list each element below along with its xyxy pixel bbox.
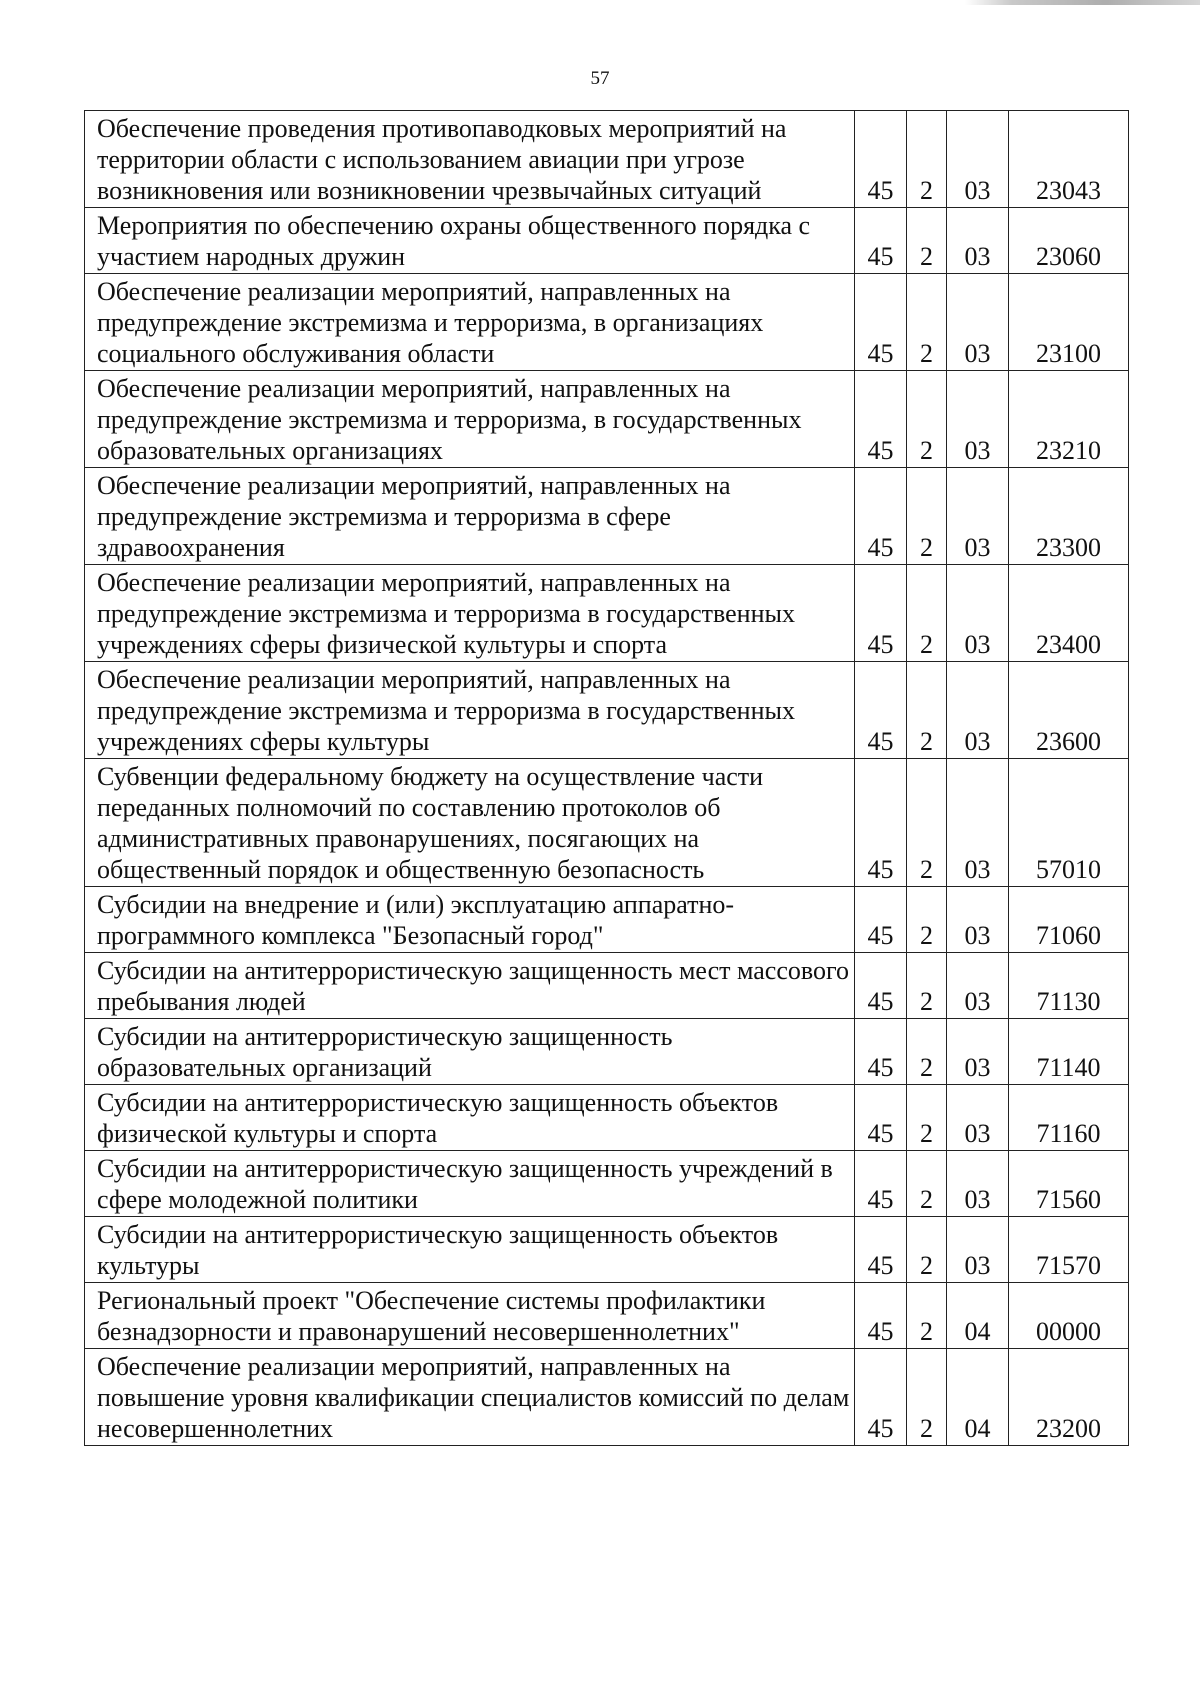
row-name-cell: Обеспечение проведения противопаводковых мероприятий на территории области с использованием авиации при угрозе возникновения или возникновении чрезвычайных ситуаций [85, 111, 855, 208]
code-cell-2: 2 [907, 274, 947, 371]
row-name-cell: Субсидии на антитеррористическую защищенность образовательных организаций [85, 1019, 855, 1085]
code-cell-4: 57010 [1009, 759, 1129, 887]
code-cell-4: 23300 [1009, 468, 1129, 565]
code-cell-2: 2 [907, 1019, 947, 1085]
table-row [85, 662, 1129, 759]
table-row [85, 759, 1129, 887]
code-cell-1: 45 [855, 274, 907, 371]
code-cell-2: 2 [907, 111, 947, 208]
row-name-cell: Обеспечение реализации мероприятий, направленных на предупреждение экстремизма и терроризма в сфере здравоохранения [85, 468, 855, 565]
row-name-cell: Субсидии на антитеррористическую защищенность объектов культуры [85, 1217, 855, 1283]
row-name-cell: Субсидии на антитеррористическую защищенность учреждений в сфере молодежной политики [85, 1151, 855, 1217]
row-name-cell: Мероприятия по обеспечению охраны общественного порядка с участием народных дружин [85, 208, 855, 274]
code-cell-1: 45 [855, 468, 907, 565]
code-cell-1: 45 [855, 1019, 907, 1085]
code-cell-3: 03 [947, 662, 1009, 759]
code-cell-1: 45 [855, 1283, 907, 1349]
code-cell-4: 23400 [1009, 565, 1129, 662]
row-name-cell: Обеспечение реализации мероприятий, направленных на предупреждение экстремизма и терроризма, в организациях социального обслуживания области [85, 274, 855, 371]
code-cell-3: 03 [947, 274, 1009, 371]
row-name-cell: Обеспечение реализации мероприятий, направленных на повышение уровня квалификации специалистов комиссий по делам несовершеннолетних [85, 1349, 855, 1446]
code-cell-3: 03 [947, 1085, 1009, 1151]
code-cell-3: 03 [947, 371, 1009, 468]
table-row [85, 371, 1129, 468]
code-cell-2: 2 [907, 1151, 947, 1217]
code-cell-2: 2 [907, 662, 947, 759]
row-name-cell: Субсидии на антитеррористическую защищенность объектов физической культуры и спорта [85, 1085, 855, 1151]
table-row [85, 1283, 1129, 1349]
code-cell-2: 2 [907, 1349, 947, 1446]
row-name-cell: Обеспечение реализации мероприятий, направленных на предупреждение экстремизма и терроризма, в государственных образовательных организациях [85, 371, 855, 468]
code-cell-2: 2 [907, 371, 947, 468]
code-cell-2: 2 [907, 565, 947, 662]
code-cell-1: 45 [855, 887, 907, 953]
scan-edge-mark [965, 0, 1200, 5]
table-row [85, 208, 1129, 274]
code-cell-3: 03 [947, 208, 1009, 274]
code-cell-4: 71570 [1009, 1217, 1129, 1283]
code-cell-1: 45 [855, 1349, 907, 1446]
row-name-cell: Субвенции федеральному бюджету на осуществление части переданных полномочий по составлению протоколов об административных правонарушениях, посягающих на общественный порядок и общественную безопасность [85, 759, 855, 887]
code-cell-1: 45 [855, 208, 907, 274]
code-cell-3: 03 [947, 1217, 1009, 1283]
code-cell-1: 45 [855, 111, 907, 208]
code-cell-2: 2 [907, 887, 947, 953]
table-row [85, 887, 1129, 953]
code-cell-4: 71560 [1009, 1151, 1129, 1217]
table-row [85, 1349, 1129, 1446]
code-cell-2: 2 [907, 1217, 947, 1283]
code-cell-3: 03 [947, 953, 1009, 1019]
code-cell-4: 23060 [1009, 208, 1129, 274]
table-row [85, 274, 1129, 371]
row-name-cell: Региональный проект "Обеспечение системы профилактики безнадзорности и правонарушений несовершеннолетних" [85, 1283, 855, 1349]
code-cell-2: 2 [907, 1085, 947, 1151]
budget-table [84, 110, 1129, 1446]
code-cell-4: 71060 [1009, 887, 1129, 953]
code-cell-3: 04 [947, 1349, 1009, 1446]
table-row [85, 468, 1129, 565]
code-cell-4: 71140 [1009, 1019, 1129, 1085]
table-row [85, 111, 1129, 208]
page-number: 57 [590, 68, 610, 89]
code-cell-3: 03 [947, 1019, 1009, 1085]
code-cell-3: 03 [947, 759, 1009, 887]
table-row [85, 1151, 1129, 1217]
table-row [85, 1019, 1129, 1085]
code-cell-1: 45 [855, 1151, 907, 1217]
code-cell-1: 45 [855, 1085, 907, 1151]
code-cell-1: 45 [855, 565, 907, 662]
code-cell-2: 2 [907, 208, 947, 274]
code-cell-1: 45 [855, 953, 907, 1019]
code-cell-4: 71130 [1009, 953, 1129, 1019]
code-cell-2: 2 [907, 468, 947, 565]
row-name-cell: Обеспечение реализации мероприятий, направленных на предупреждение экстремизма и терроризма в государственных учреждениях сферы культуры [85, 662, 855, 759]
code-cell-3: 03 [947, 1151, 1009, 1217]
code-cell-1: 45 [855, 1217, 907, 1283]
code-cell-3: 03 [947, 565, 1009, 662]
table-body [85, 111, 1129, 1446]
code-cell-4: 23100 [1009, 274, 1129, 371]
code-cell-3: 04 [947, 1283, 1009, 1349]
code-cell-1: 45 [855, 662, 907, 759]
code-cell-1: 45 [855, 371, 907, 468]
code-cell-3: 03 [947, 887, 1009, 953]
code-cell-3: 03 [947, 468, 1009, 565]
code-cell-4: 71160 [1009, 1085, 1129, 1151]
code-cell-2: 2 [907, 759, 947, 887]
code-cell-2: 2 [907, 1283, 947, 1349]
code-cell-4: 23600 [1009, 662, 1129, 759]
code-cell-4: 23210 [1009, 371, 1129, 468]
table-row [85, 1085, 1129, 1151]
code-cell-3: 03 [947, 111, 1009, 208]
table-row [85, 953, 1129, 1019]
code-cell-4: 23200 [1009, 1349, 1129, 1446]
code-cell-2: 2 [907, 953, 947, 1019]
row-name-cell: Обеспечение реализации мероприятий, направленных на предупреждение экстремизма и терроризма в государственных учреждениях сферы физической культуры и спорта [85, 565, 855, 662]
code-cell-4: 23043 [1009, 111, 1129, 208]
code-cell-4: 00000 [1009, 1283, 1129, 1349]
code-cell-1: 45 [855, 759, 907, 887]
table-row [85, 1217, 1129, 1283]
row-name-cell: Субсидии на антитеррористическую защищенность мест массового пребывания людей [85, 953, 855, 1019]
table-row [85, 565, 1129, 662]
row-name-cell: Субсидии на внедрение и (или) эксплуатацию аппаратно-программного комплекса "Безопасный город" [85, 887, 855, 953]
